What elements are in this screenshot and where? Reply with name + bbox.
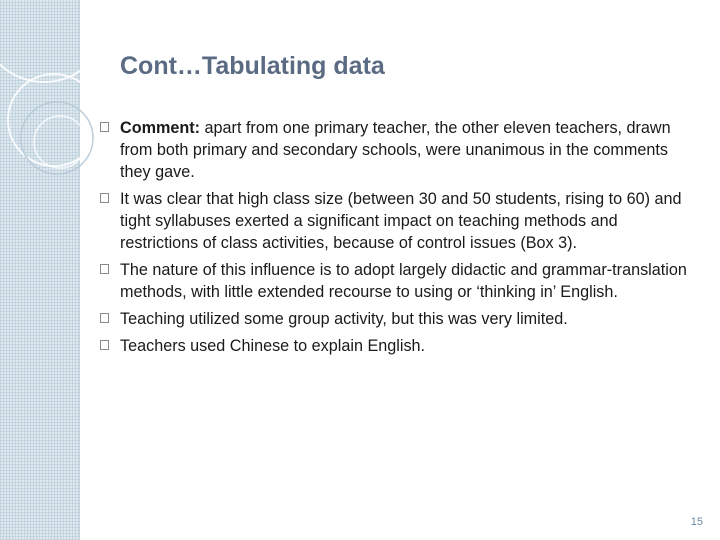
bullet-text: Teaching utilized some group activity, but this was very limited. — [120, 310, 568, 328]
page-number: 15 — [690, 516, 703, 528]
bullet-text: The nature of this influence is to adopt largely didactic and grammar-translation methods, with little extended recourse to using or ‘thinking in’ English. — [120, 261, 687, 301]
bullet-item — [100, 117, 700, 183]
checkbox-bullet-icon — [100, 193, 109, 203]
slide-title: Cont…Tabulating data — [120, 52, 385, 80]
bullet-item — [100, 335, 700, 357]
checkbox-bullet-icon — [100, 313, 109, 323]
checkbox-bullet-icon — [100, 122, 109, 132]
bullet-text: apart from one primary teacher, the other eleven teachers, drawn from both primary and secondary schools, were unanimous in the comments they gave. — [120, 119, 671, 181]
bullet-item — [100, 188, 700, 254]
bullet-text: It was clear that high class size (between 30 and 50 students, rising to 60) and tight syllabuses exerted a significant impact on teaching methods and restrictions of class activities, because of control issues (Box 3). — [120, 190, 682, 252]
bullet-item — [100, 308, 700, 330]
checkbox-bullet-icon — [100, 340, 109, 350]
bullet-lead: Comment: — [120, 119, 201, 137]
bullet-text: Teachers used Chinese to explain English. — [120, 337, 426, 355]
checkbox-bullet-icon — [100, 264, 109, 274]
bullet-list — [100, 117, 700, 362]
bullet-item — [100, 259, 700, 303]
